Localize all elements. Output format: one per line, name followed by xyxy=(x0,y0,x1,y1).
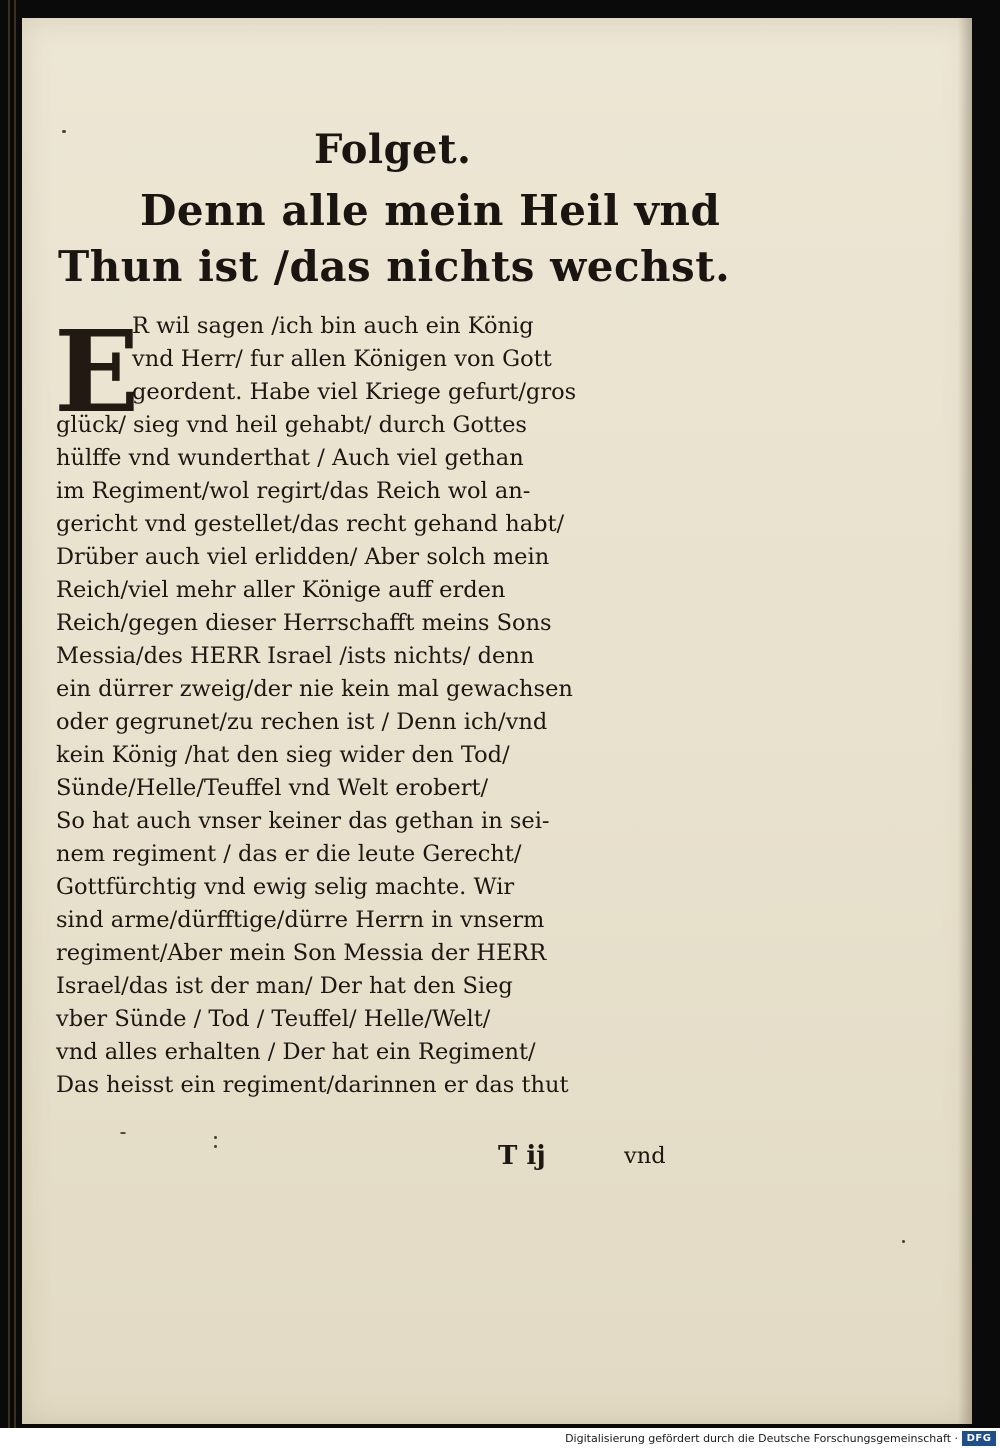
text-line: regiment/Aber mein Son Messia der HERR xyxy=(56,940,547,966)
text-line: hülffe vnd wunderthat / Auch viel gethan xyxy=(56,445,524,471)
text-line: Das heisst ein regiment/darinnen er das thut xyxy=(56,1072,569,1098)
signature-mark: T ij xyxy=(498,1141,546,1171)
text-line: vber Sünde / Tod / Teuffel/ Helle/Welt/ xyxy=(56,1006,491,1032)
heading-line-1: Folget. xyxy=(314,126,472,173)
text-line: im Regiment/wol regirt/das Reich wol an- xyxy=(56,478,531,504)
heading-line-3: Thun ist /das nichts wechst. xyxy=(58,242,731,291)
text-line: Reich/gegen dieser Herrschafft meins Sons xyxy=(56,610,552,636)
text-line: glück/ sieg vnd heil gehabt/ durch Gottes xyxy=(56,412,527,438)
text-line: R wil sagen /ich bin auch ein König xyxy=(132,313,534,339)
text-line: Reich/viel mehr aller Könige auff erden xyxy=(56,577,506,603)
funding-credit: Digitalisierung gefördert durch die Deutsche Forschungsgemeinschaft · xyxy=(565,1432,958,1445)
text-line: geordent. Habe viel Kriege gefurt/gros xyxy=(132,379,577,405)
ink-speck xyxy=(214,1145,217,1148)
ink-speck xyxy=(902,1240,905,1243)
drop-capital: E xyxy=(54,307,140,438)
text-line: sind arme/dürfftige/dürre Herrn in vnserm xyxy=(56,907,545,933)
text-line: nem regiment / das er die leute Gerecht/ xyxy=(56,841,522,867)
text-line: Sünde/Helle/Teuffel vnd Welt erobert/ xyxy=(56,775,489,801)
text-line: Israel/das ist der man/ Der hat den Sieg xyxy=(56,973,513,999)
text-line: vnd Herr/ fur allen Königen von Gott xyxy=(132,346,552,372)
text-line: ein dürrer zweig/der nie kein mal gewachsen xyxy=(56,676,573,702)
book-edge-left-inner xyxy=(14,0,16,1428)
book-page xyxy=(22,18,972,1424)
footer-bar xyxy=(0,1428,1000,1449)
text-line: Messia/des HERR Israel /ists nichts/ denn xyxy=(56,643,535,669)
text-line: oder gegrunet/zu rechen ist / Denn ich/vnd xyxy=(56,709,548,735)
text-line: Drüber auch viel erlidden/ Aber solch mein xyxy=(56,544,550,570)
ink-speck xyxy=(62,130,66,133)
text-line: kein König /hat den sieg wider den Tod/ xyxy=(56,742,510,768)
dfg-logo-icon: DFG xyxy=(962,1431,996,1446)
text-line: vnd alles erhalten / Der hat ein Regiment/ xyxy=(56,1039,536,1065)
text-line: gericht vnd gestellet/das recht gehand habt/ xyxy=(56,511,565,537)
chapter-heading xyxy=(22,18,972,318)
ink-speck xyxy=(120,1132,126,1134)
text-line: So hat auch vnser keiner das gethan in sei- xyxy=(56,808,550,834)
heading-line-2: Denn alle mein Heil vnd xyxy=(140,186,721,235)
book-edge-left xyxy=(8,0,10,1428)
catchword: vnd xyxy=(624,1143,666,1169)
text-line: Gottfürchtig vnd ewig selig machte. Wir xyxy=(56,874,515,900)
ink-speck xyxy=(214,1136,217,1139)
